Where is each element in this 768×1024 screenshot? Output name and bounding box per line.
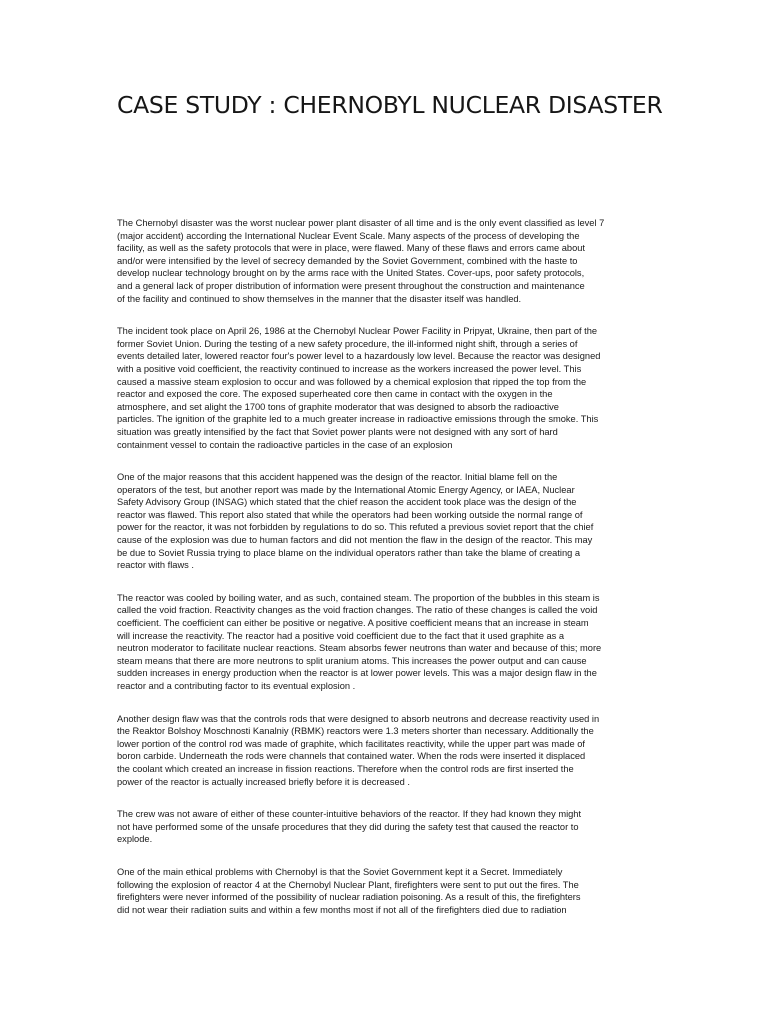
document-body [117,217,655,936]
paragraph [117,808,655,846]
text-line: reactor with flaws . [117,560,194,571]
text-line: not have performed some of the unsafe procedures that they did during the safety test that caused the reactor to [117,821,579,832]
text-line: containment vessel to contain the radioactive particles in the case of an explosion [117,439,453,450]
paragraph [117,713,655,789]
text-line: did not wear their radiation suits and within a few months most if not all of the firefighters died due to radiation [117,904,567,915]
paragraph [117,471,655,572]
text-line: particles. The ignition of the graphite led to a much greater increase in radioactive emissions through the smoke. This [117,414,599,425]
text-line: and/or were intensified by the level of secrecy demanded by the Soviet Government, combined with the haste to [117,255,578,266]
paragraph [117,866,655,916]
text-line: of the facility and continued to show themselves in the manner that the disaster itself was handled. [117,293,522,304]
paragraph [117,217,655,305]
document-title: CASE STUDY : CHERNOBYL NUCLEAR DISASTER [117,91,663,119]
text-line: The crew was not aware of either of these counter-intuitive behaviors of the reactor. If they had known they might [117,809,582,820]
text-line: atmosphere, and set alight the 1700 tons of graphite moderator that was designed to absorb the radioactive [117,401,559,412]
text-line: firefighters were never informed of the possibility of nuclear radiation poisoning. As a result of this, the firefighters [117,892,581,903]
text-line: former Soviet Union. During the testing of a new safety procedure, the ill-informed night shift, through a series of [117,338,578,349]
text-line: will increase the reactivity. The reactor had a positive void coefficient due to the fact that it used graphite as a [117,630,565,641]
text-line: steam means that there are more neutrons to split uranium atoms. This increases the power output and can cause [117,655,587,666]
paragraph [117,325,655,451]
text-line: One of the major reasons that this accident happened was the design of the reactor. Initial blame fell on the [117,472,558,483]
text-line: Safety Advisory Group (INSAG) which stated that the chief reason the accident took place was the design of the [117,497,577,508]
text-line: events detailed later, lowered reactor four's power level to a hazardously low level. Because the reactor was designed [117,351,601,362]
text-line: One of the main ethical problems with Chernobyl is that the Soviet Government kept it a Secret. Immediately [117,866,563,877]
text-line: The reactor was cooled by boiling water, and as such, contained steam. The proportion of the bubbles in this steam is [117,592,600,603]
text-line: reactor and exposed the core. The exposed superheated core then came in contact with the oxygen in the [117,389,553,400]
text-line: called the void fraction. Reactivity changes as the void fraction changes. The ratio of these changes is called the void [117,605,598,616]
text-line: coefficient. The coefficient can either be positive or negative. A positive coefficient means that an increase in steam [117,618,589,629]
text-line: caused a massive steam explosion to occur and was followed by a chemical explosion that ripped the top from the [117,376,587,387]
text-line: the coolant which created an increase in fission reactions. Therefore when the control rods are first inserted the [117,763,574,774]
text-line: The Chernobyl disaster was the worst nuclear power plant disaster of all time and is the only event classified as level 7 [117,218,605,228]
text-line: facility, as well as the safety protocols that were in place, were flawed. Many of these flaws and errors came about [117,243,585,254]
text-line: with a positive void coefficient, the reactivity continued to increase as the workers increased the power level. This [117,363,582,374]
text-line: power for the reactor, it was not forbidden by regulations to do so. This refuted a previous soviet report that the chief [117,522,594,533]
text-line: operators of the test, but another report was made by the International Atomic Energy Agency, or IAEA, Nuclear [117,484,575,495]
text-line: situation was greatly intensified by the fact that Soviet power plants were not designed with any sort of hard [117,426,558,437]
text-line: sudden increases in energy production when the reactor is at lower power levels. This was a major design flaw in the [117,668,597,679]
text-line: Another design flaw was that the controls rods that were designed to absorb neutrons and decrease reactivity used in [117,713,600,724]
text-line: reactor and a contributing factor to its eventual explosion . [117,681,356,691]
text-line: The incident took place on April 26, 1986 at the Chernobyl Nuclear Power Facility in Pripyat, Ukraine, then part of the [117,326,598,337]
text-line: be due to Soviet Russia trying to place blame on the individual operators rather than take the blame of creating a [117,547,581,558]
text-line: following the explosion of reactor 4 at the Chernobyl Nuclear Plant, firefighters were sent to put out the fires. The [117,879,579,890]
text-line: neutron moderator to facilitate nuclear reactions. Steam absorbs fewer neutrons than water and because of this; more [117,643,602,654]
text-line: power of the reactor is actually increased briefly before it is decreased . [117,776,410,787]
text-line: reactor was flawed. This report also stated that while the operators had been working outside the normal range of [117,509,583,520]
text-line: the Reaktor Bolshoy Moschnosti Kanalniy (RBMK) reactors were 1.3 meters shorter than necessary. Additionally the [117,726,594,737]
text-line: explode. [117,834,153,845]
text-line: (major accident) according the International Nuclear Event Scale. Many aspects of the process of developing the [117,230,580,241]
paragraph [117,592,655,693]
text-line: and a general lack of proper distribution of information were present throughout the construction and maintenance [117,280,585,291]
text-line: lower portion of the control rod was made of graphite, which facilitates reactivity, while the upper part was made of [117,738,586,749]
text-line: boron carbide. Underneath the rods were channels that contained water. When the rods were inserted it displaced [117,751,586,762]
text-line: cause of the explosion was due to human factors and did not mention the flaw in the design of the reactor. This may [117,535,593,546]
text-line: develop nuclear technology brought on by the arms race with the United States. Cover-ups, poor safety protocols, [117,268,585,279]
